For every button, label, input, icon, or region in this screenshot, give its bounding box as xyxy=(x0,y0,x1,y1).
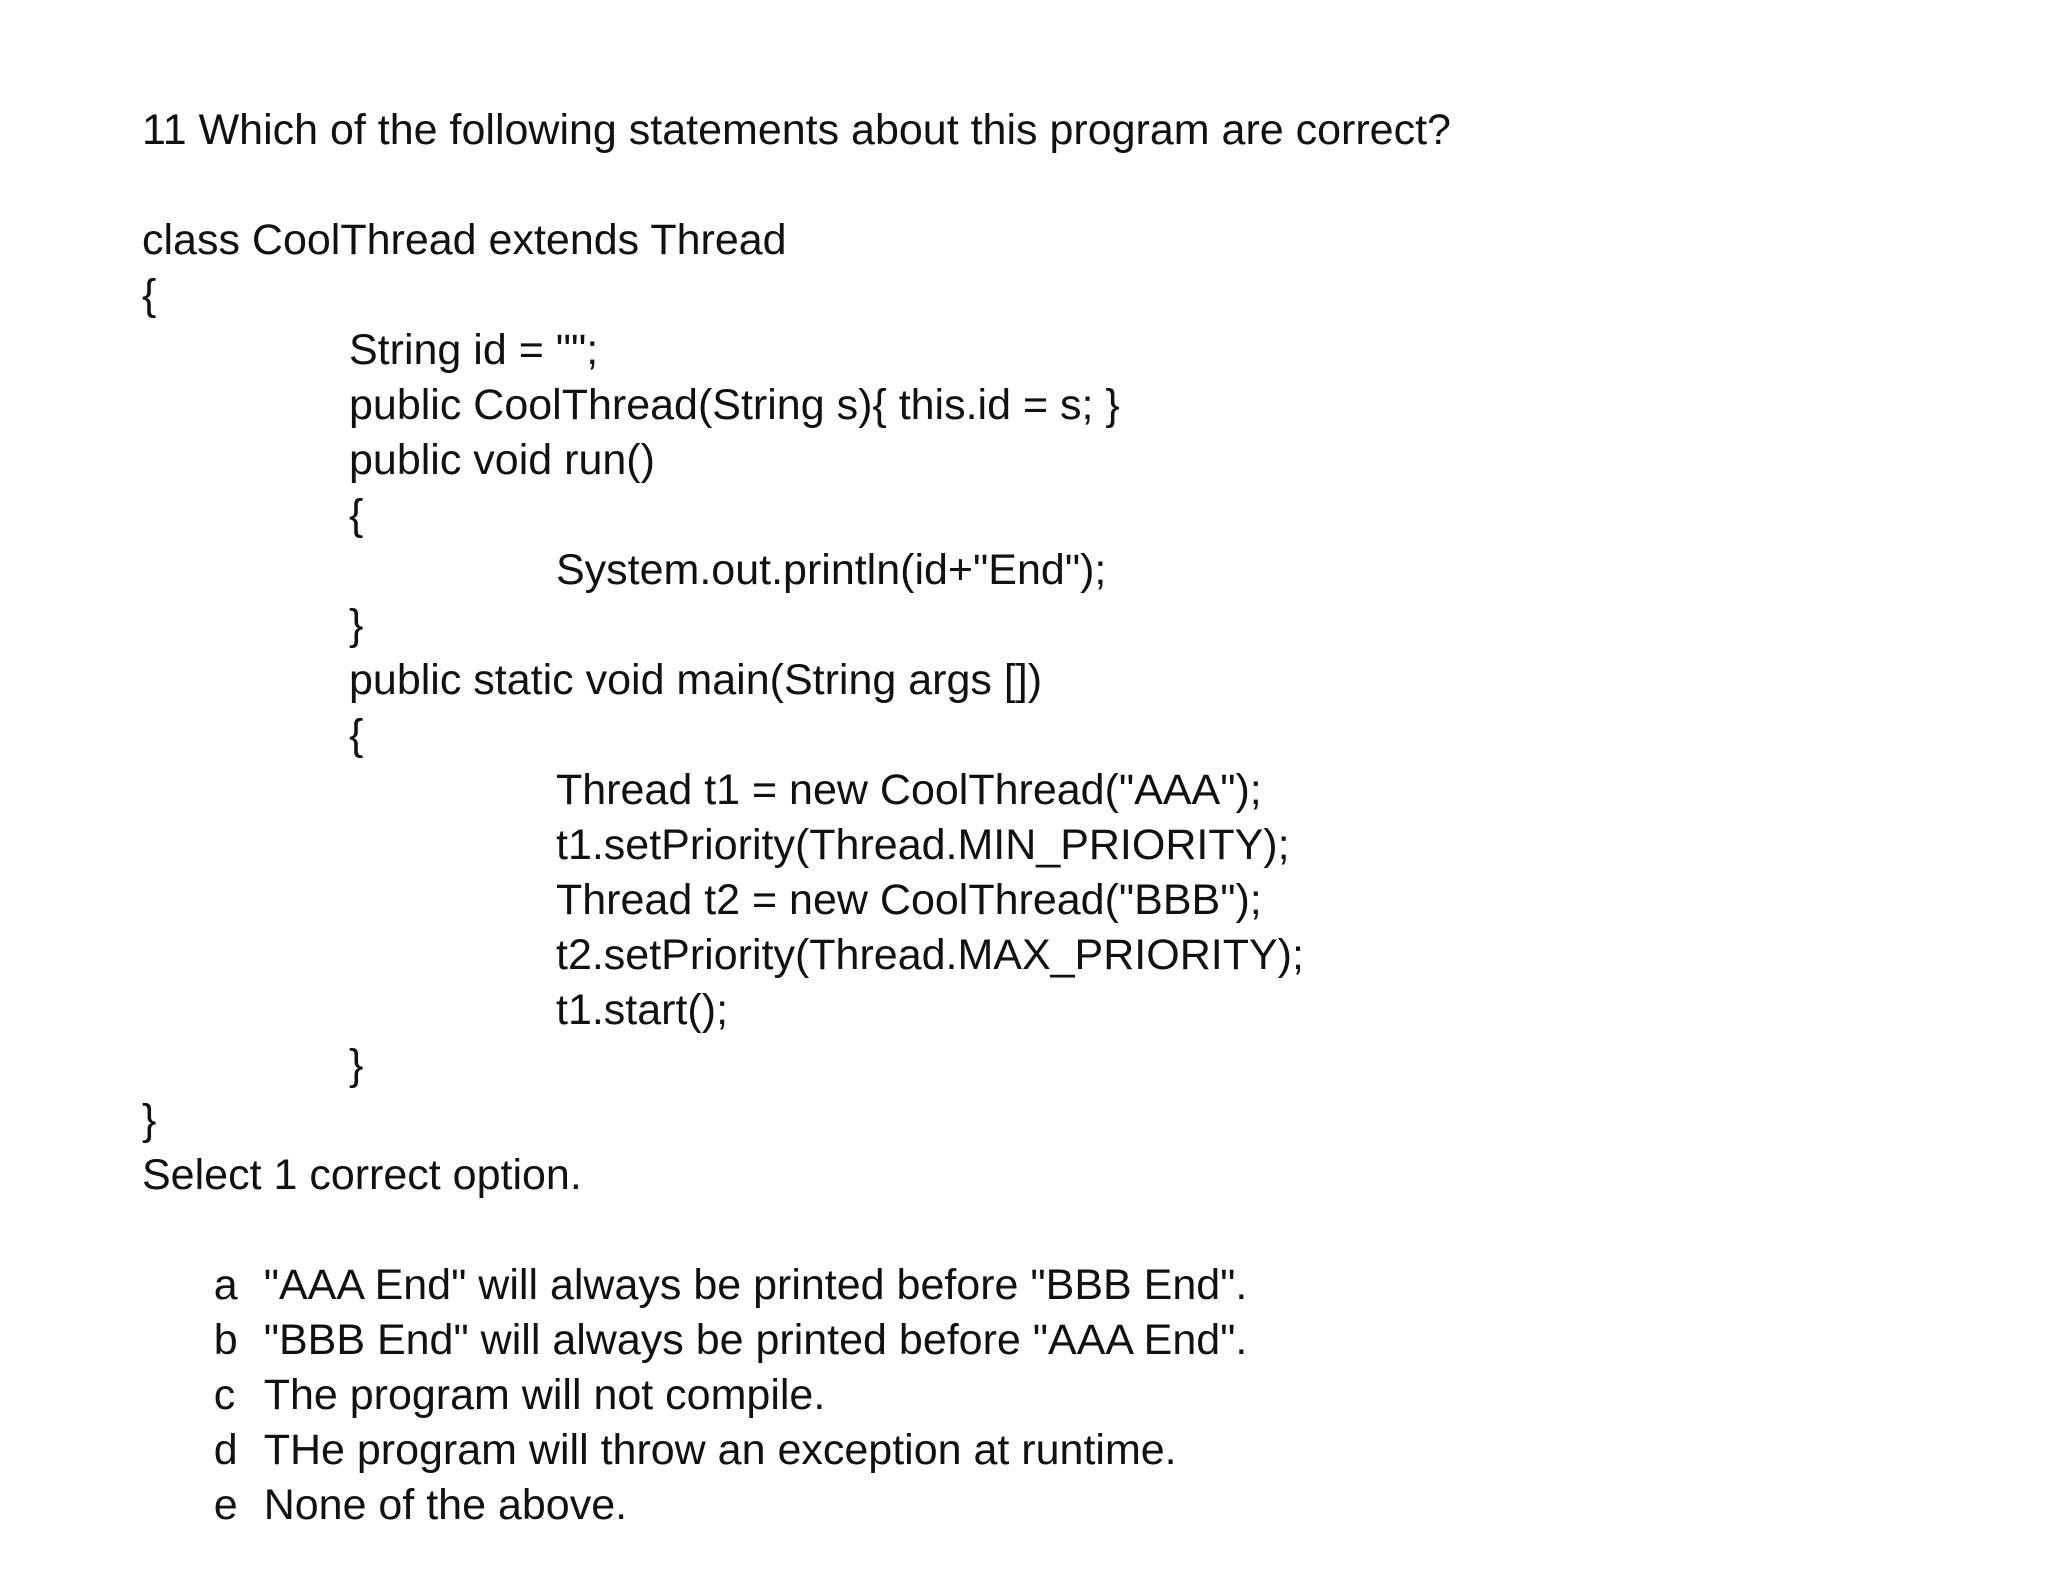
code-line: System.out.println(id+"End"); xyxy=(556,546,1107,594)
code-line: { xyxy=(142,271,157,319)
code-line: public static void main(String args []) xyxy=(349,656,1043,704)
option-letter: b xyxy=(213,1316,238,1364)
option-letter: a xyxy=(213,1261,238,1309)
option-text: "BBB End" will always be printed before "AAA End". xyxy=(263,1316,1248,1364)
option-letter: e xyxy=(213,1481,238,1529)
option-text: THe program will throw an exception at runtime. xyxy=(263,1426,1177,1474)
option-text: The program will not compile. xyxy=(263,1371,826,1419)
code-line: public void run() xyxy=(349,436,655,484)
code-line: String id = ""; xyxy=(349,326,599,374)
code-line: t2.setPriority(Thread.MAX_PRIORITY); xyxy=(556,931,1304,979)
code-line: Thread t1 = new CoolThread("AAA"); xyxy=(556,766,1262,814)
code-line: } xyxy=(349,1041,364,1089)
question-title: 11 Which of the following statements about this program are correct? xyxy=(142,106,1451,154)
option-text: None of the above. xyxy=(263,1481,628,1529)
option-letter: c xyxy=(213,1371,236,1419)
option-text: "AAA End" will always be printed before "BBB End". xyxy=(263,1261,1248,1309)
code-line: t1.start(); xyxy=(556,986,729,1034)
code-line: { xyxy=(349,491,364,539)
code-line: Thread t2 = new CoolThread("BBB"); xyxy=(556,876,1262,924)
code-line: } xyxy=(142,1096,157,1144)
code-line: class CoolThread extends Thread xyxy=(142,216,787,264)
code-line: t1.setPriority(Thread.MIN_PRIORITY); xyxy=(556,821,1290,869)
instruction-text: Select 1 correct option. xyxy=(142,1151,582,1199)
code-line: } xyxy=(349,601,364,649)
option-e[interactable] xyxy=(142,1423,627,1588)
code-line: { xyxy=(349,711,364,759)
code-line: public CoolThread(String s){ this.id = s; } xyxy=(349,381,1120,429)
option-letter: d xyxy=(213,1426,238,1474)
